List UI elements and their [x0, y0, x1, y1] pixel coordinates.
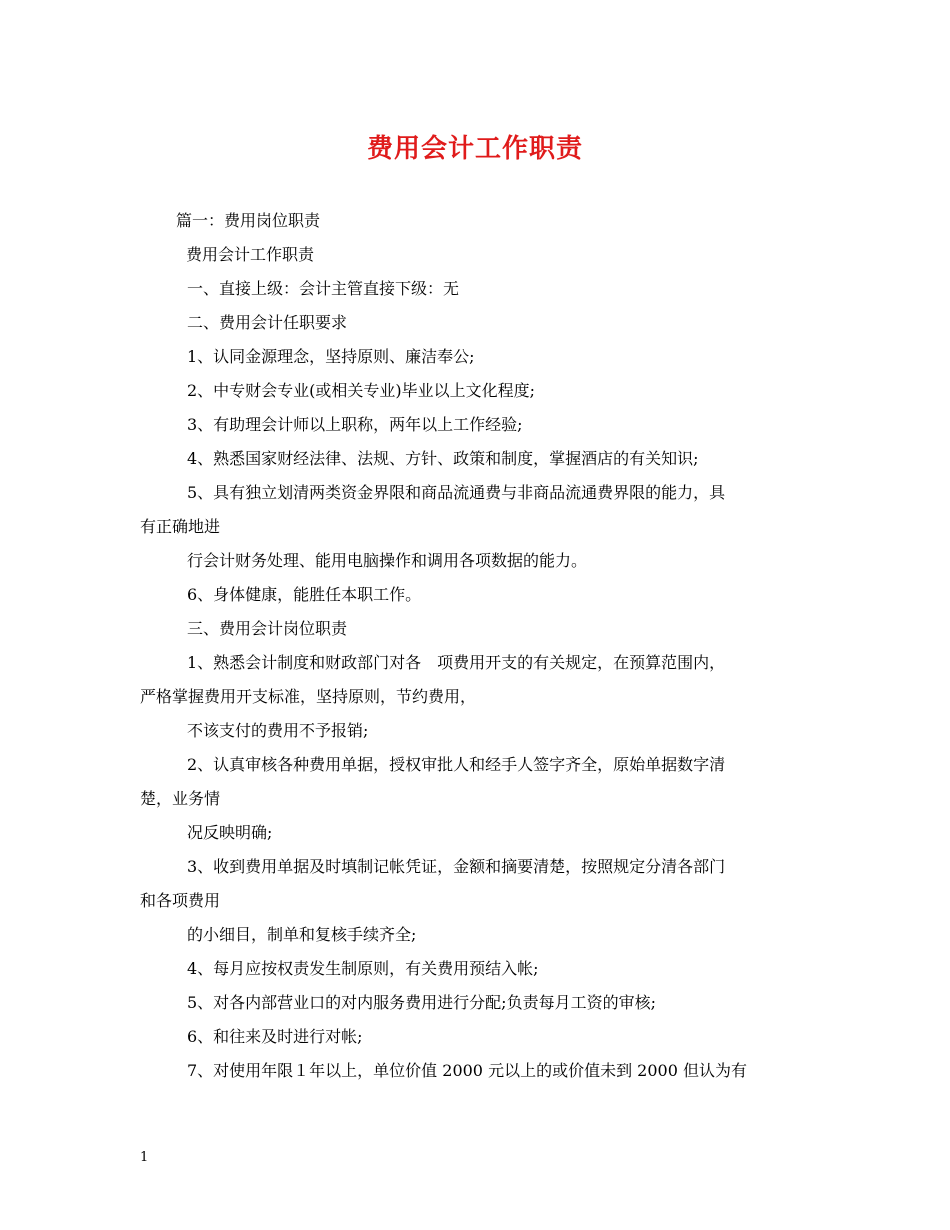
paragraph-line: 4、熟悉国家财经法律、法规、方针、政策和制度，掌握酒店的有关知识; [187, 449, 699, 468]
paragraph-line: 不该支付的费用不予报销; [187, 721, 369, 740]
paragraph-line: 和各项费用 [140, 891, 221, 910]
document-body [140, 204, 812, 1088]
paragraph-line: 一、直接上级：会计主管直接下级：无 [187, 279, 460, 298]
paragraph-line: 二、费用会计任职要求 [187, 313, 348, 332]
paragraph-line: 楚，业务情 [140, 789, 221, 808]
paragraph-line: 篇一：费用岗位职责 [176, 211, 321, 230]
paragraph-line: 1、认同金源理念，坚持原则、廉洁奉公; [187, 347, 475, 366]
paragraph-line: 7、对使用年限１年以上，单位价值 2000 元以上的或价值未到 2000 但认为有 [187, 1061, 747, 1080]
paragraph-line: 2、认真审核各种费用单据，授权审批人和经手人签字齐全，原始单据数字清 [187, 755, 726, 774]
paragraph-line: 的小细目，制单和复核手续齐全; [187, 925, 417, 944]
page-number: 1 [140, 1150, 149, 1165]
paragraph-line: 2、中专财会专业(或相关专业)毕业以上文化程度; [187, 381, 536, 400]
paragraph-line: 1、熟悉会计制度和财政部门对各 项费用开支的有关规定，在预算范围内， [187, 653, 726, 672]
paragraph-line: 行会计财务处理、能用电脑操作和调用各项数据的能力。 [187, 551, 588, 570]
paragraph-line: 4、每月应按权责发生制原则，有关费用预结入帐; [187, 959, 539, 978]
paragraph-line: 严格掌握费用开支标准，坚持原则，节约费用， [140, 687, 477, 706]
paragraph-line: 有正确地进 [140, 517, 221, 536]
paragraph-line: 三、费用会计岗位职责 [187, 619, 348, 638]
paragraph-line: 5、具有独立划清两类资金界限和商品流通费与非商品流通费界限的能力，具 [187, 483, 726, 502]
paragraph-line: 6、身体健康，能胜任本职工作。 [187, 585, 422, 604]
document-title: 费用会计工作职责 [366, 134, 583, 164]
paragraph-line: 5、对各内部营业口的对内服务费用进行分配;负责每月工资的审核; [187, 993, 656, 1012]
paragraph-line: 3、收到费用单据及时填制记帐凭证，金额和摘要清楚，按照规定分清各部门 [187, 857, 726, 876]
paragraph-line: 6、和往来及时进行对帐; [187, 1027, 363, 1046]
paragraph-line: 况反映明确; [187, 823, 273, 842]
paragraph-line: 费用会计工作职责 [186, 245, 315, 264]
paragraph-line: 3、有助理会计师以上职称，两年以上工作经验; [187, 415, 523, 434]
